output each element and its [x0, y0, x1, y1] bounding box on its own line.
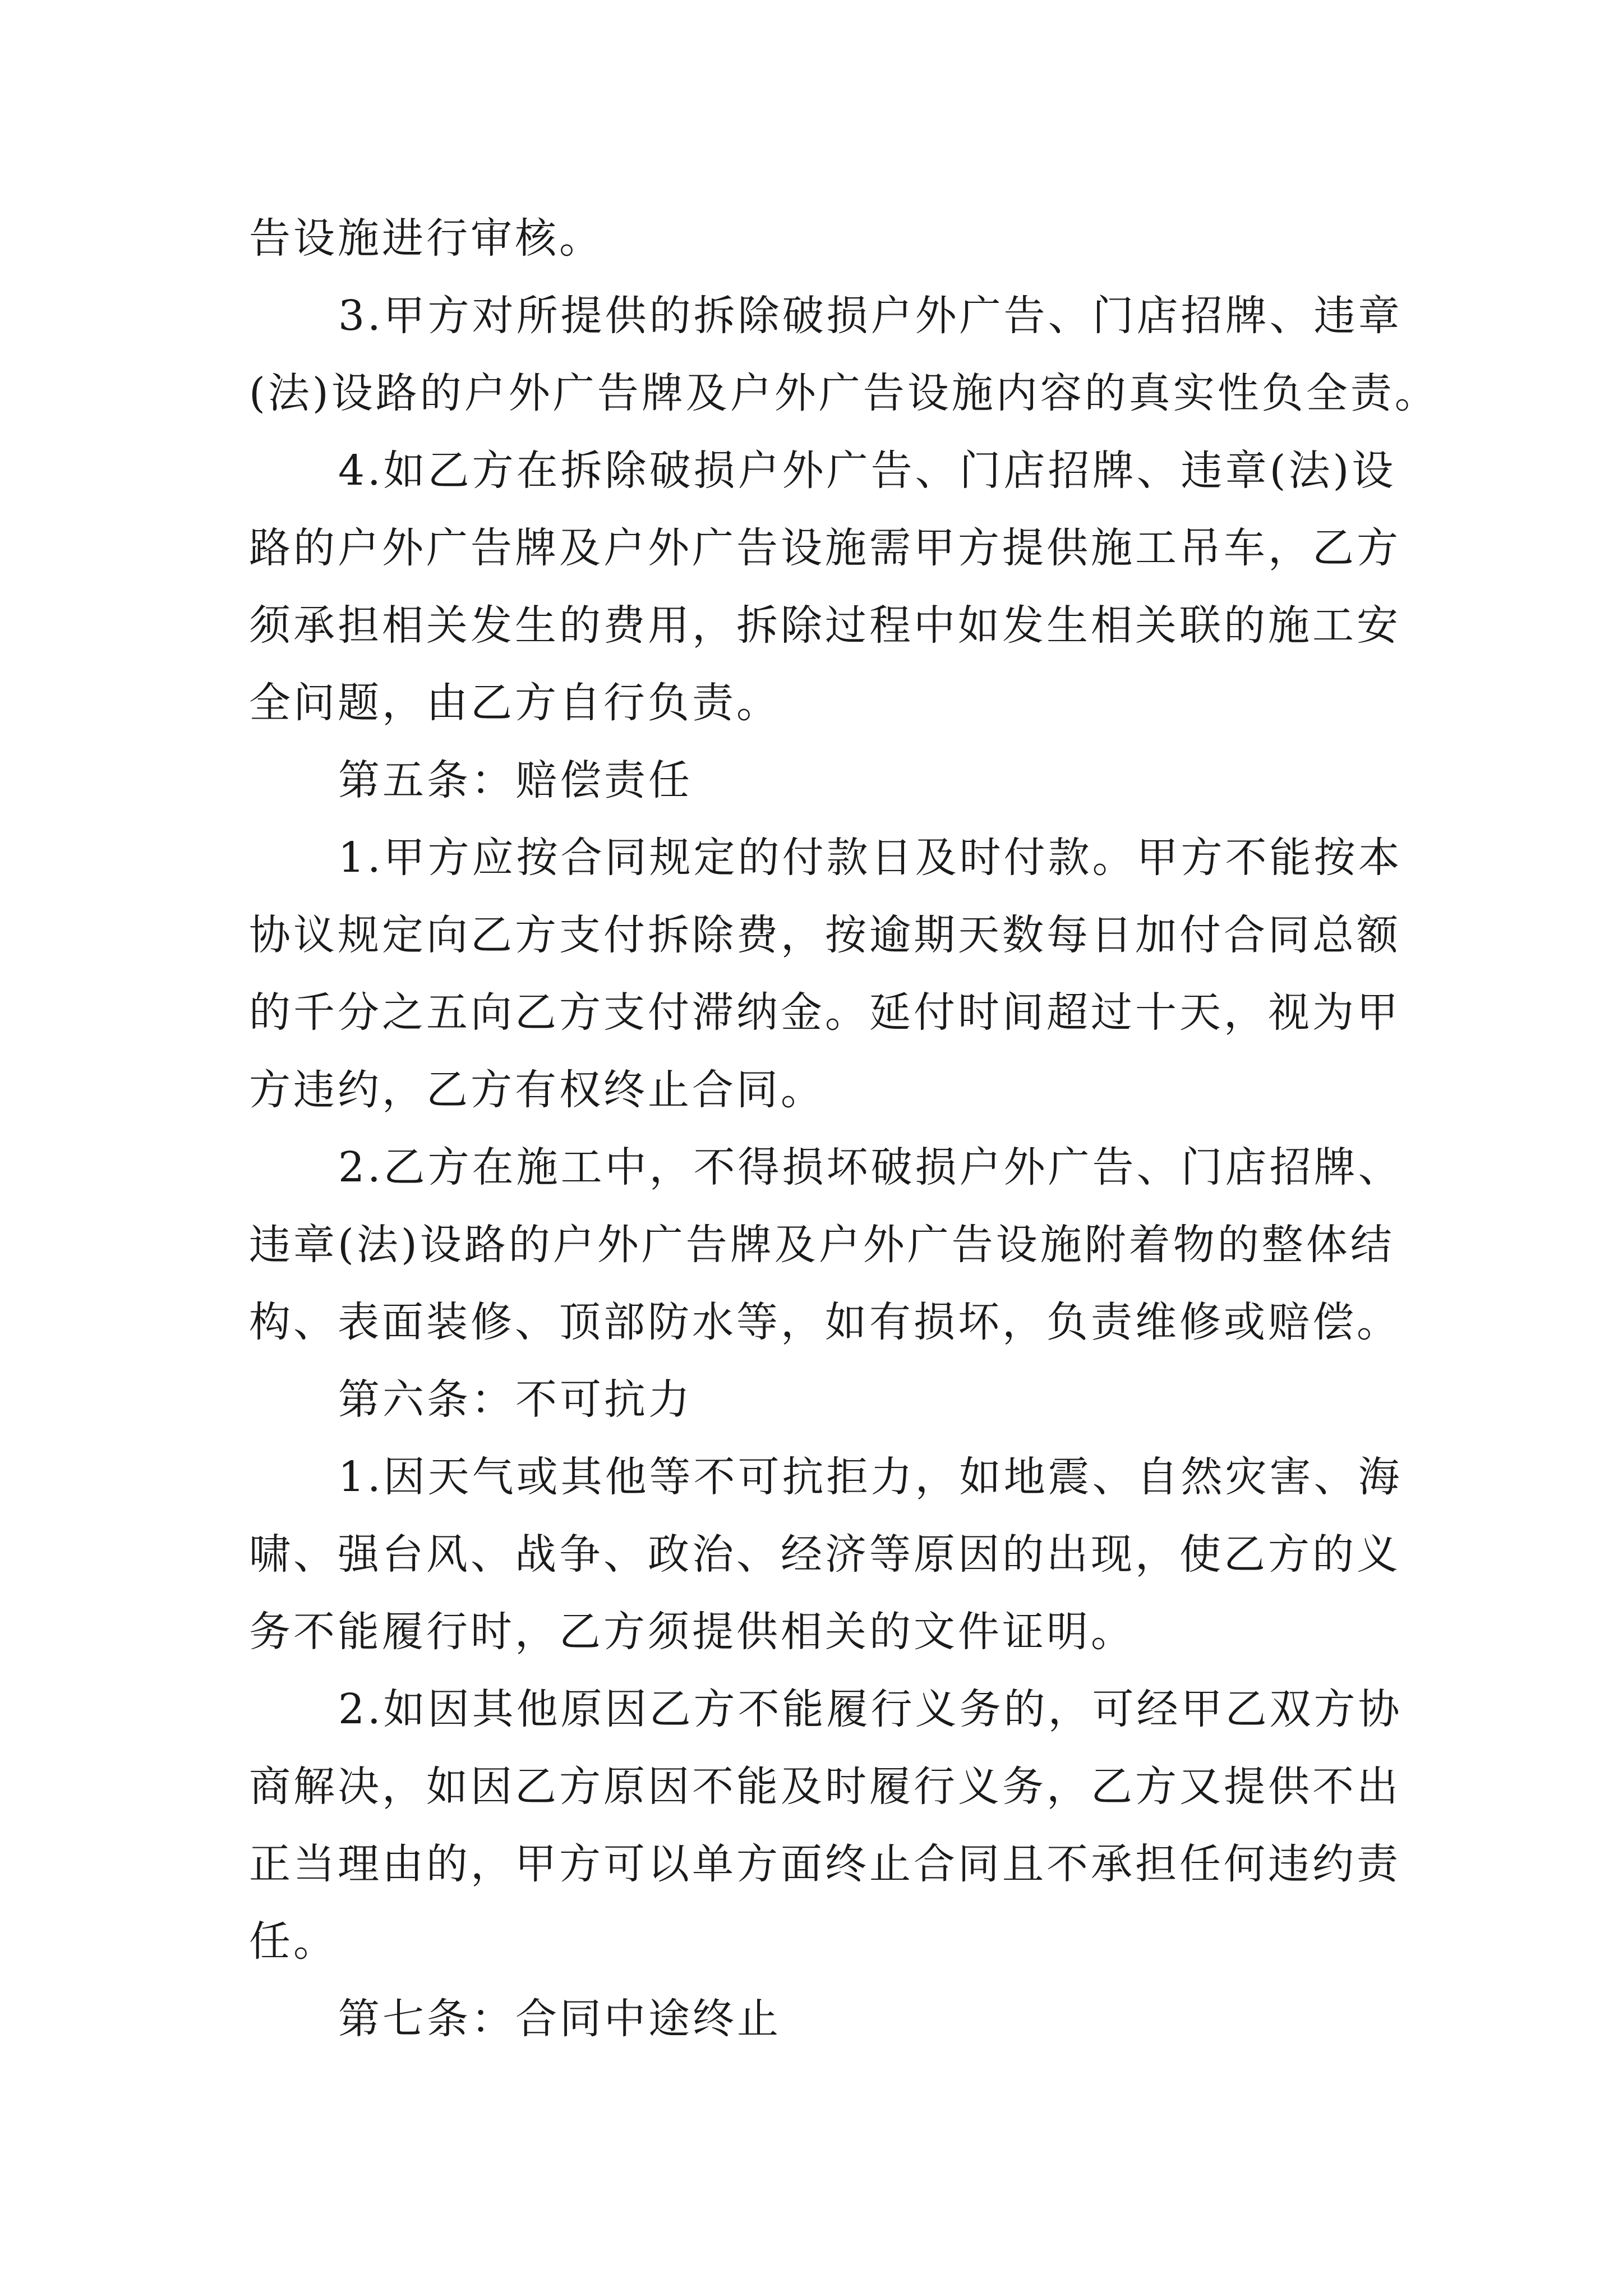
section-heading: 第七条：合同中途终止	[338, 1995, 781, 2043]
text-line: 协议规定向乙方支付拆除费，按逾期天数每日加付合同总额	[249, 911, 1401, 959]
text-line: 正当理由的，甲方可以单方面终止合同且不承担任何违约责	[249, 1840, 1401, 1888]
text-line: 任。	[249, 1917, 338, 1966]
text-line: 方违约，乙方有权终止合同。	[249, 1066, 825, 1114]
text-line: 1.因天气或其他等不可抗拒力，如地震、自然灾害、海	[338, 1453, 1403, 1501]
text-line: 3.甲方对所提供的拆除破损户外广告、门店招牌、违章	[338, 292, 1403, 340]
text-line: 务不能履行时，乙方须提供相关的文件证明。	[249, 1608, 1135, 1656]
text-line: 违章(法)设路的户外广告牌及户外广告设施附着物的整体结	[249, 1221, 1395, 1269]
text-line: 全问题，由乙方自行负责。	[249, 679, 781, 727]
text-line: 1.甲方应按合同规定的付款日及时付款。甲方不能按本	[338, 834, 1403, 882]
text-line: 啸、强台风、战争、政治、经济等原因的出现，使乙方的义	[249, 1530, 1401, 1579]
text-line: (法)设路的户外广告牌及户外广告设施内容的真实性负全责。	[249, 369, 1439, 417]
text-line: 路的户外广告牌及户外广告设施需甲方提供施工吊车，乙方	[249, 524, 1401, 572]
text-line: 2.乙方在施工中，不得损坏破损户外广告、门店招牌、	[338, 1143, 1403, 1191]
text-line: 的千分之五向乙方支付滞纳金。延付时间超过十天，视为甲	[249, 988, 1401, 1037]
text-line: 商解决，如因乙方原因不能及时履行义务，乙方又提供不出	[249, 1763, 1401, 1811]
text-line: 4.如乙方在拆除破损户外广告、门店招牌、违章(法)设	[338, 447, 1396, 495]
text-line: 告设施进行审核。	[249, 214, 603, 263]
section-heading: 第六条：不可抗力	[338, 1375, 693, 1424]
text-line: 须承担相关发生的费用，拆除过程中如发生相关联的施工安	[249, 601, 1401, 650]
text-line: 2.如因其他原因乙方不能履行义务的，可经甲乙双方协	[338, 1685, 1403, 1733]
text-line: 构、表面装修、顶部防水等，如有损坏，负责维修或赔偿。	[249, 1298, 1401, 1346]
section-heading: 第五条：赔偿责任	[338, 756, 693, 804]
